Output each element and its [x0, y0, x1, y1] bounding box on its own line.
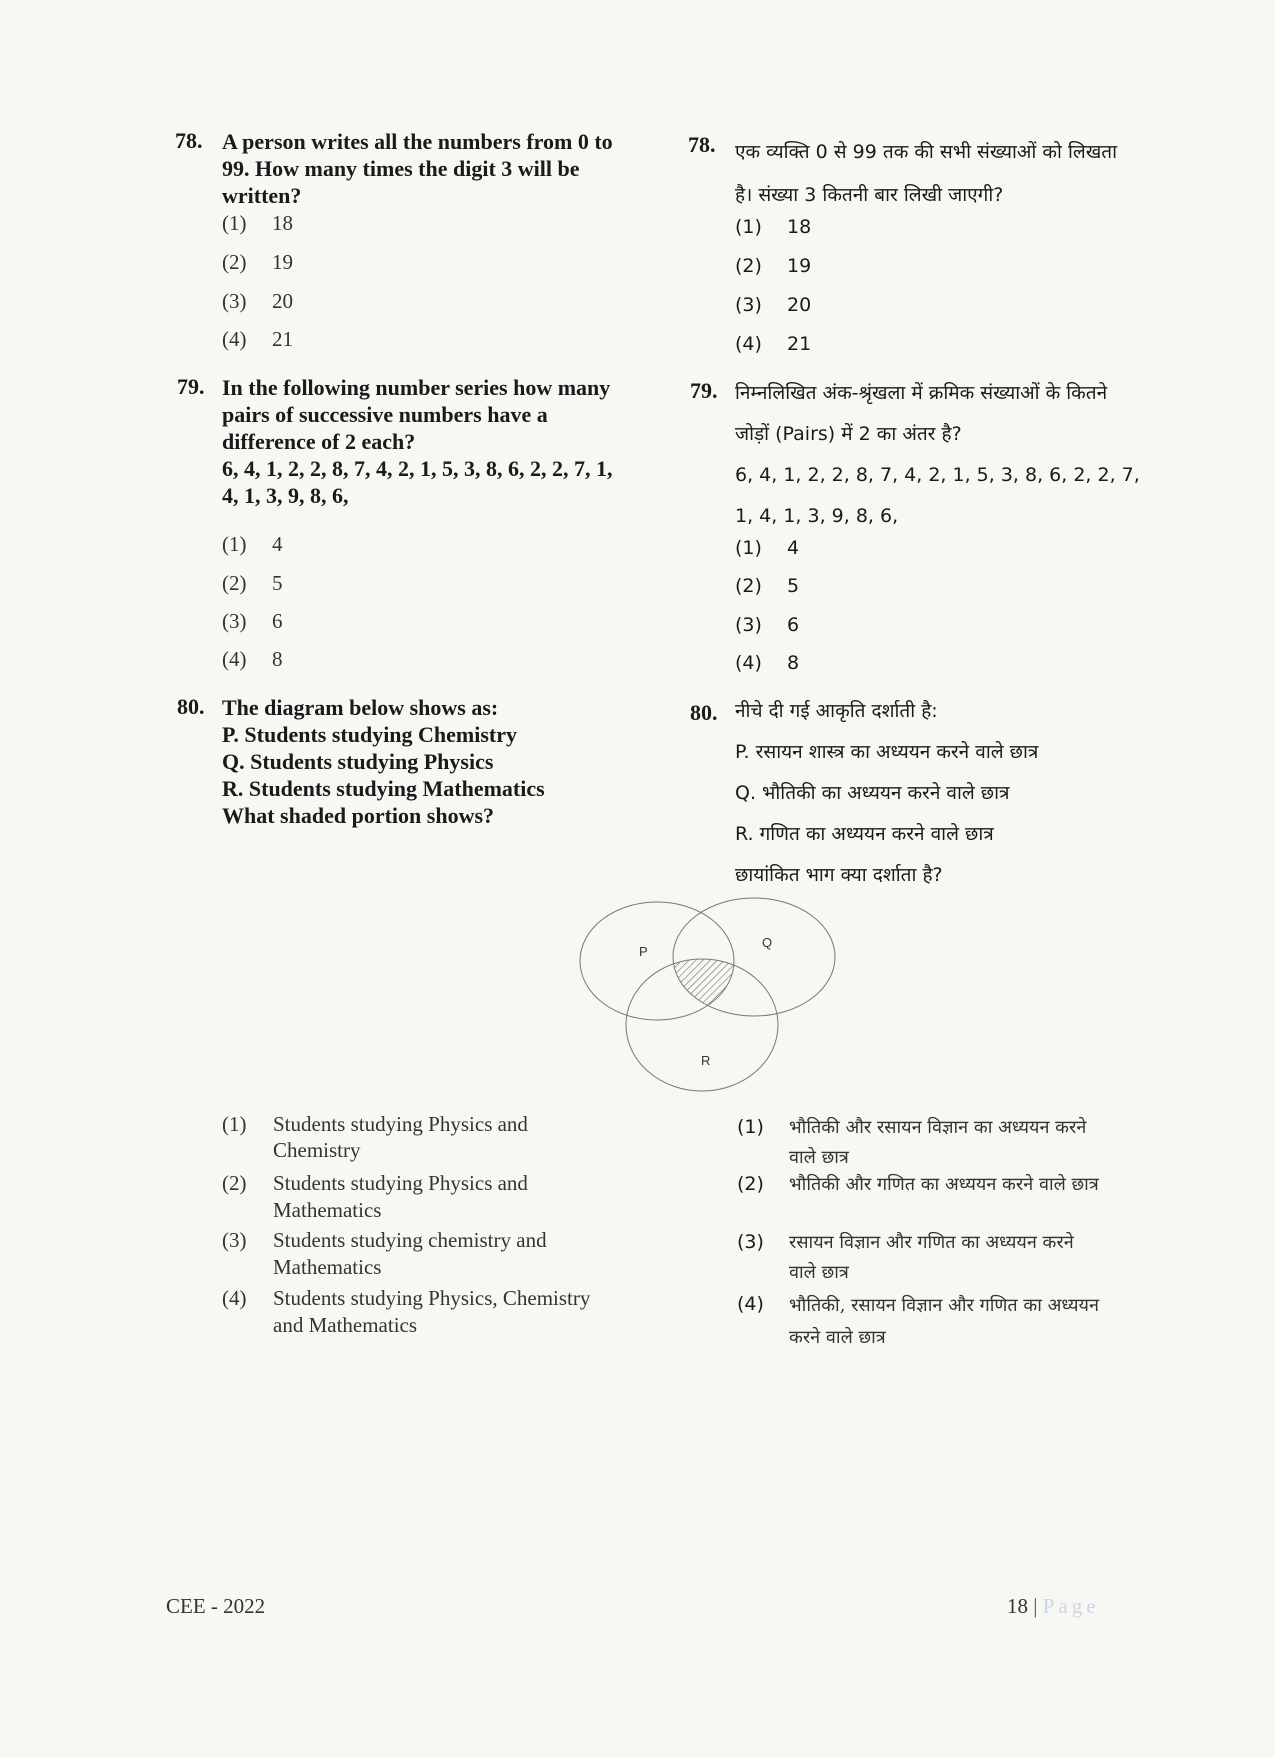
option-1: (1) भौतिकी और रसायन विज्ञान का अध्ययन करने वाले छात्र: [737, 1116, 1087, 1168]
question-80-text-en: The diagram below shows as: P. Students studying Chemistry Q. Students studying Physics R. Students studying Mathematics What shaded portion shows?: [222, 695, 545, 828]
option-2: (2) 5: [735, 575, 800, 597]
option-1: (1) Students studying Physics and Chemistry: [222, 1112, 528, 1162]
option-3: (3) रसायन विज्ञान और गणित का अध्ययन करने वाले छात्र: [737, 1231, 1074, 1283]
option-2: (2) 5: [222, 571, 283, 595]
option-1: (1) 4: [222, 532, 283, 556]
option-2: (2) भौतिकी और गणित का अध्ययन करने वाले छात्र: [737, 1173, 1099, 1195]
venn-label-p: P: [639, 944, 648, 959]
option-3: (3) 20: [735, 294, 812, 316]
question-79-text-en: In the following number series how many pairs of successive numbers have a difference of 2 each? 6, 4, 1, 2, 2, 8, 7, 4, 2, 1, 5, 3, 8, 6, 2, 2, 7, 1, 4, 1, 3, 9, 8, 6,: [222, 375, 613, 508]
question-79-text-hi: निम्नलिखित अंक-श्रृंखला में क्रमिक संख्याओं के कितने जोड़ों (Pairs) में 2 का अंतर है? 6, 4, 1, 2, 2, 8, 7, 4, 2, 1, 5, 3, 8, 6, 2, 2, 7, 1, 4, 1, 3, 9, 8, 6,: [735, 382, 1140, 527]
option-4: (4) 8: [735, 652, 800, 674]
option-1: (1) 4: [735, 537, 800, 559]
question-number: 78.: [175, 128, 203, 153]
shaded-region: [626, 959, 778, 1091]
option-2: (2) Students studying Physics and Mathematics: [222, 1171, 528, 1222]
option-3: (3) 20: [222, 289, 293, 313]
venn-label-r: R: [701, 1053, 711, 1068]
option-4: (4) 21: [222, 327, 293, 351]
question-number: 80.: [690, 700, 718, 725]
option-4: (4) 8: [222, 647, 283, 671]
option-1: (1) 18: [222, 211, 293, 235]
option-3: (3) 6: [222, 609, 283, 633]
option-2: (2) 19: [735, 255, 812, 277]
question-number: 80.: [177, 694, 205, 719]
option-3: (3) Students studying chemistry and Mathematics: [222, 1228, 547, 1279]
question-number: 79.: [177, 374, 205, 399]
option-4: (4) Students studying Physics, Chemistry and Mathematics: [222, 1286, 591, 1337]
footer-exam-code: CEE - 2022: [166, 1594, 266, 1618]
option-3: (3) 6: [735, 614, 800, 636]
footer-page-number: 18 | Page: [1007, 1594, 1100, 1618]
option-4: (4) भौतिकी, रसायन विज्ञान और गणित का अध्ययन करने वाले छात्र: [737, 1293, 1099, 1348]
question-number: 79.: [690, 378, 718, 403]
option-2: (2) 19: [222, 250, 293, 274]
question-78-text-hi: एक व्यक्ति 0 से 99 तक की सभी संख्याओं को लिखता है। संख्या 3 कितनी बार लिखी जाएगी?: [735, 141, 1118, 206]
question-80-text-hi: नीचे दी गई आकृति दर्शाती है: P. रसायन शास्त्र का अध्ययन करने वाले छात्र Q. भौतिकी का अध्ययन करने वाले छात्र R. गणित का अध्ययन करने वाले छात्र छायांकित भाग क्या दर्शाता है?: [735, 700, 1039, 886]
venn-diagram: [570, 895, 840, 1105]
option-1: (1) 18: [735, 216, 812, 238]
venn-label-q: Q: [762, 935, 773, 950]
question-number: 78.: [688, 132, 716, 157]
option-4: (4) 21: [735, 333, 812, 355]
question-78-text-en: A person writes all the numbers from 0 to 99. How many times the digit 3 will be written?: [222, 129, 613, 208]
